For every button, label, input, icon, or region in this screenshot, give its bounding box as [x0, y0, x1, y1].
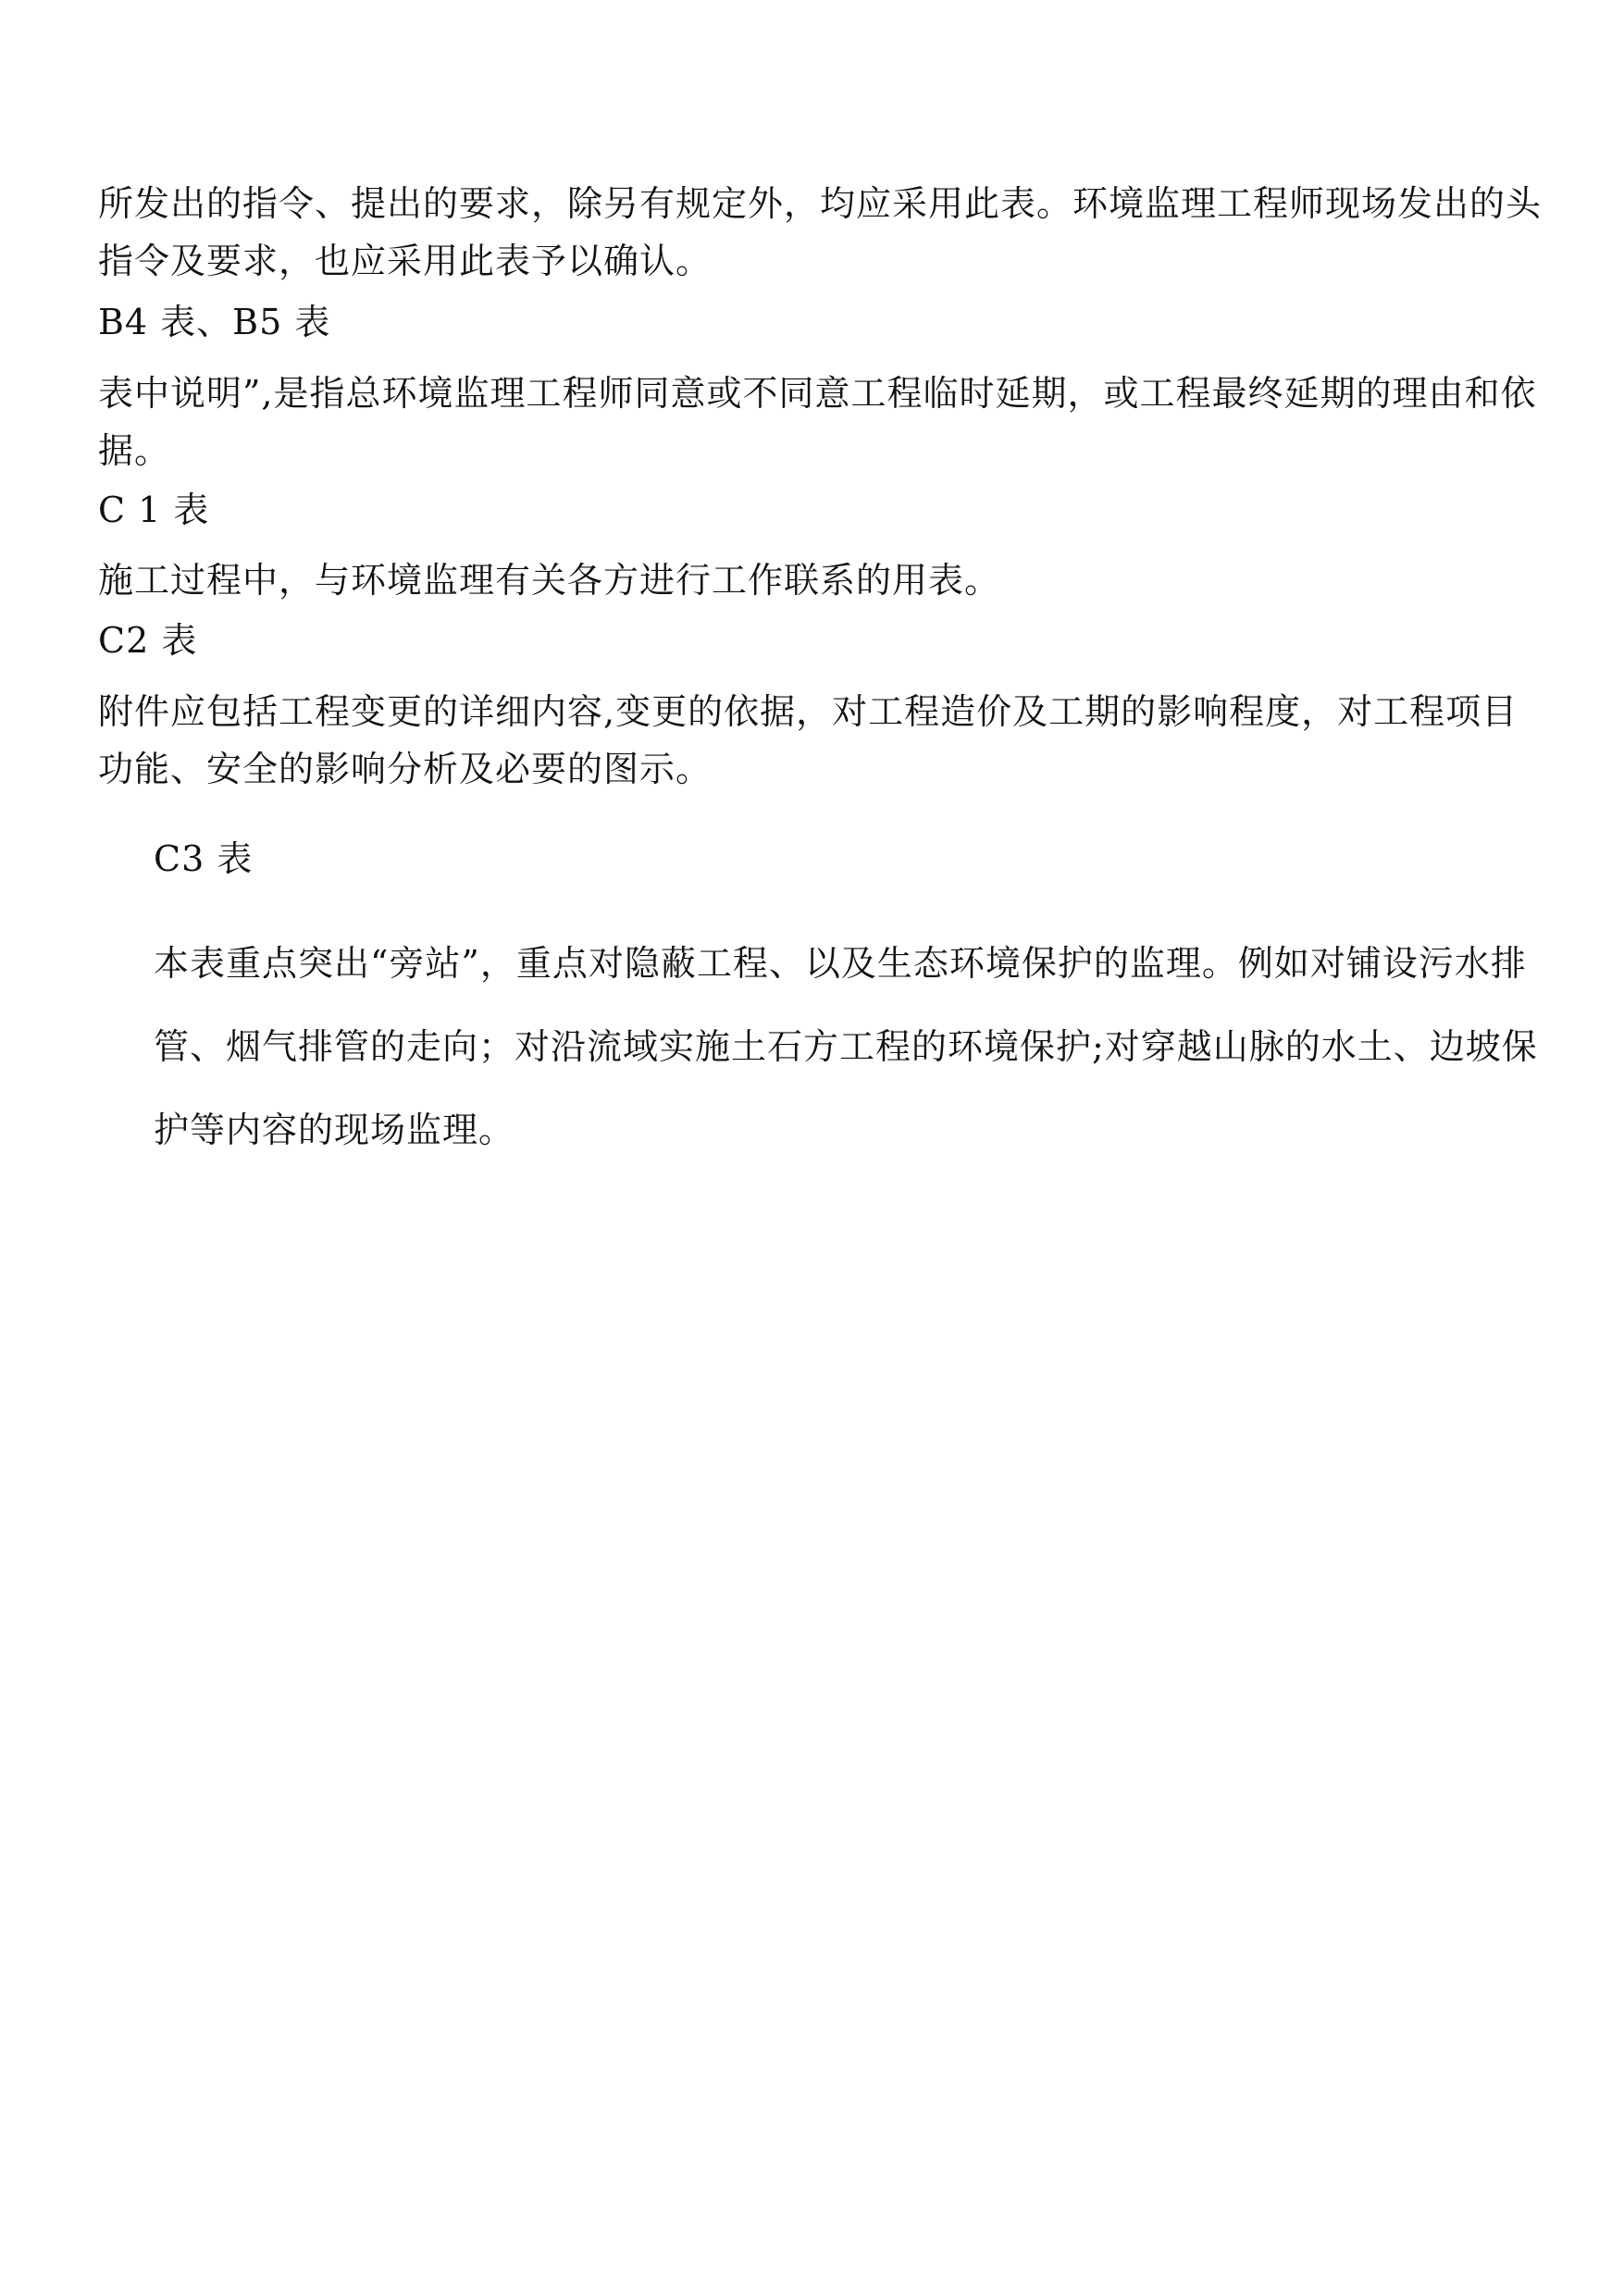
paragraph-text: 所发出的指令、提出的要求，除另有规定外，均应采用此表。环境监理工程师现场发出的头指令及要求，也应采用此表予以确认。	[98, 183, 1543, 281]
paragraph-text: 本表重点突出“旁站”，重点对隐蔽工程、以及生态环境保护的监理。例如对铺设污水排管、烟气排管的走向；对沿流域实施土石方工程的环境保护;对穿越山脉的水土、边坡保护等内容的现场监理。	[154, 943, 1538, 1150]
paragraph-b4-b5	[98, 365, 1542, 479]
paragraph-c2	[98, 683, 1542, 798]
heading-c3: C3 表	[154, 838, 254, 879]
paragraph-intro	[98, 175, 1542, 290]
paragraph-text: 施工过程中，与环境监理有关各方进行工作联系的用表。	[98, 560, 1001, 601]
heading-b4-b5: B4 表、B5 表	[98, 302, 331, 342]
paragraph-c1	[98, 552, 1542, 609]
heading-c1: C 1 表	[98, 490, 210, 530]
paragraph-text: 附件应包括工程变更的详细内容,变更的依据，对工程造价及工期的影响程度，对工程项目功能、安全的影响分析及必要的图示。	[98, 691, 1519, 789]
heading-c2: C2 表	[98, 620, 198, 661]
paragraph-text: 表中说明”,是指总环境监理工程师同意或不同意工程临时延期，或工程最终延期的理由和依据。	[98, 373, 1537, 471]
paragraph-c3	[154, 922, 1542, 1172]
